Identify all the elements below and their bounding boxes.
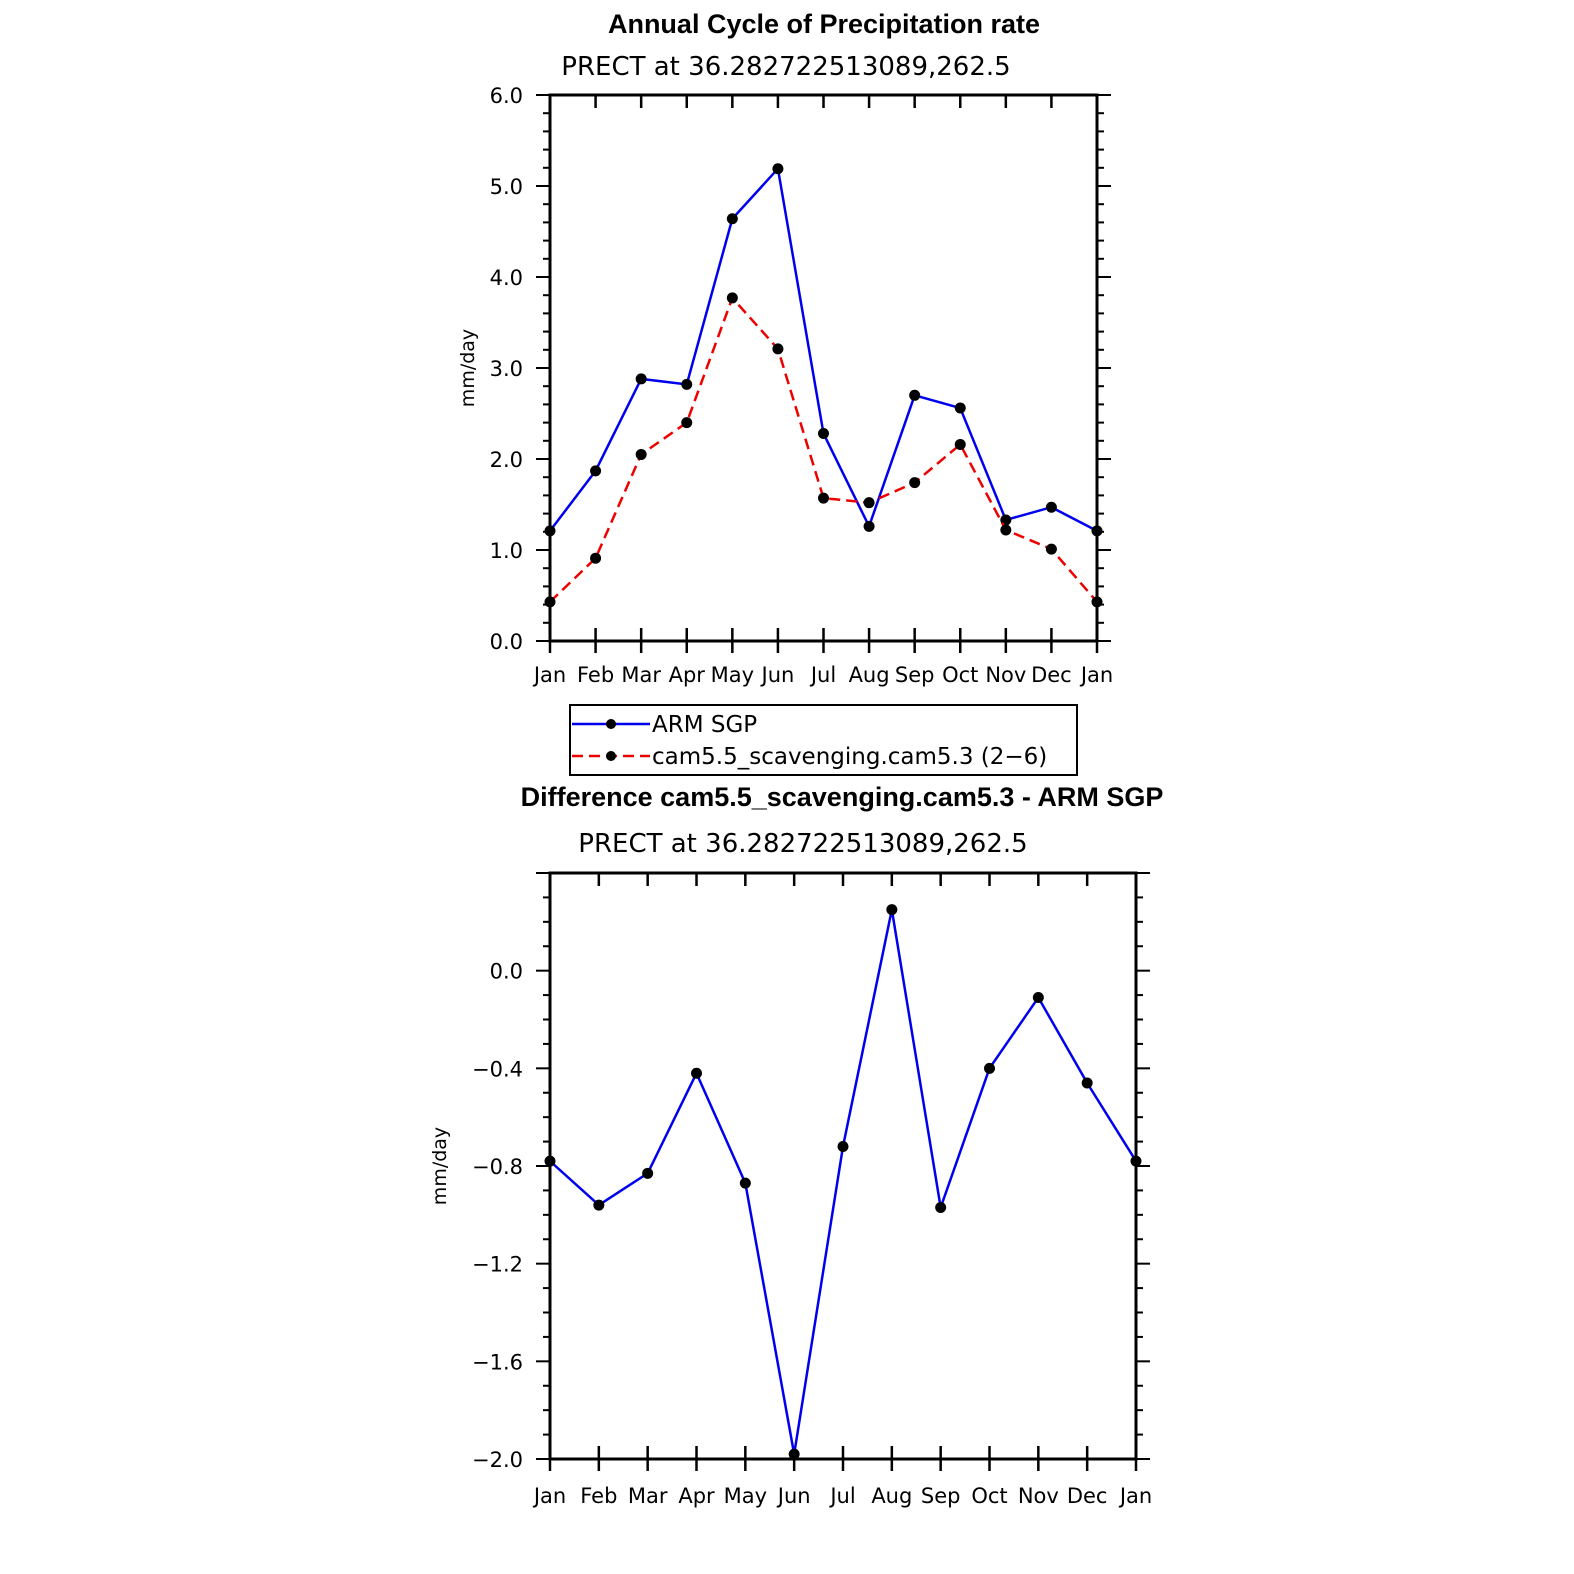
data-point-cam5-5-scavenging-cam5-3-2-6 — [1000, 524, 1011, 535]
data-point-difference — [593, 1200, 604, 1211]
x-tick-label: Jan — [533, 1484, 567, 1508]
data-point-difference — [984, 1063, 995, 1074]
x-tick-label: Dec — [1066, 1484, 1108, 1508]
data-point-difference — [691, 1068, 702, 1079]
legend-marker-cam5 — [606, 751, 616, 761]
tick-marks — [536, 95, 1111, 653]
x-tick-label: Dec — [1031, 663, 1072, 687]
x-tick-label: Jan — [1119, 1484, 1153, 1508]
tick-marks — [536, 873, 1150, 1471]
x-tick-label: Jun — [761, 663, 795, 687]
y-tick-label: −1.6 — [472, 1350, 523, 1375]
chart-title: Annual Cycle of Precipitation rate — [607, 9, 1041, 39]
data-point-arm-sgp — [590, 465, 601, 476]
data-point-cam5-5-scavenging-cam5-3-2-6 — [727, 292, 738, 303]
x-tick-label: Mar — [627, 1484, 668, 1508]
data-point-arm-sgp — [955, 403, 966, 414]
y-tick-label: −2.0 — [472, 1448, 523, 1472]
x-tick-label: Jun — [777, 1484, 811, 1508]
series-lines — [545, 904, 1142, 1459]
x-tick-label: Nov — [1017, 1484, 1059, 1508]
x-tick-label: Nov — [985, 663, 1027, 687]
series-line-difference — [550, 910, 1136, 1454]
annual-cycle-chart — [457, 9, 1113, 775]
difference-chart — [429, 782, 1163, 1508]
y-tick-label: 3.0 — [489, 357, 523, 381]
y-tick-label: −1.2 — [472, 1252, 523, 1277]
x-tick-label: Sep — [894, 663, 935, 687]
data-point-arm-sgp — [636, 373, 647, 384]
y-tick-label: 0.0 — [489, 630, 523, 654]
chart-title: Difference cam5.5_scavenging.cam5.3 - ARM SGP — [520, 782, 1164, 812]
x-tick-label: Jul — [810, 663, 837, 687]
y-tick-label: 2.0 — [489, 448, 523, 472]
data-point-arm-sgp — [681, 379, 692, 390]
data-point-cam5-5-scavenging-cam5-3-2-6 — [818, 493, 829, 504]
data-point-cam5-5-scavenging-cam5-3-2-6 — [590, 553, 601, 564]
x-tick-label: Aug — [848, 663, 890, 687]
legend-marker-arm-sgp — [606, 719, 616, 729]
data-point-difference — [935, 1202, 946, 1213]
legend-label-arm-sgp: ARM SGP — [652, 712, 758, 738]
series-line-cam5-5-scavenging-cam5-3-2-6 — [550, 298, 1097, 602]
data-point-difference — [1082, 1077, 1093, 1088]
chart-subtitle: PRECT at 36.282722513089,262.5 — [561, 52, 1011, 82]
x-tick-label: Jan — [533, 663, 567, 687]
chart-subtitle: PRECT at 36.282722513089,262.5 — [578, 829, 1028, 859]
x-tick-label: May — [723, 1484, 768, 1508]
y-tick-label: 6.0 — [489, 84, 523, 108]
data-point-difference — [1033, 992, 1044, 1003]
series-line-arm-sgp — [550, 169, 1097, 531]
x-tick-label: Jan — [1080, 663, 1114, 687]
data-point-arm-sgp — [772, 163, 783, 174]
data-point-difference — [886, 904, 897, 915]
legend — [570, 705, 1077, 775]
y-tick-label: 1.0 — [489, 539, 523, 563]
data-point-difference — [642, 1168, 653, 1179]
x-tick-label: May — [710, 663, 755, 687]
y-axis-label: mm/day — [429, 1126, 451, 1206]
plot-frame — [550, 873, 1136, 1459]
legend-label-cam5: cam5.5_scavenging.cam5.3 (2−6) — [652, 744, 1048, 770]
data-point-arm-sgp — [818, 428, 829, 439]
data-point-arm-sgp — [864, 521, 875, 532]
x-tick-label: Oct — [971, 1484, 1008, 1508]
y-tick-label: −0.8 — [472, 1155, 523, 1179]
series-lines — [545, 163, 1103, 607]
data-point-cam5-5-scavenging-cam5-3-2-6 — [772, 343, 783, 354]
y-tick-label: 4.0 — [489, 266, 523, 290]
data-point-cam5-5-scavenging-cam5-3-2-6 — [1046, 544, 1057, 555]
x-tick-label: Feb — [576, 663, 615, 687]
data-point-arm-sgp — [1046, 502, 1057, 513]
data-point-cam5-5-scavenging-cam5-3-2-6 — [909, 477, 920, 488]
data-point-cam5-5-scavenging-cam5-3-2-6 — [955, 439, 966, 450]
tick-labels — [490, 84, 1114, 687]
data-point-arm-sgp — [909, 390, 920, 401]
x-tick-label: Sep — [920, 1484, 961, 1508]
tick-labels — [472, 960, 1152, 1508]
x-tick-label: Oct — [942, 663, 979, 687]
data-point-arm-sgp — [727, 213, 738, 224]
data-point-difference — [838, 1141, 849, 1152]
data-point-cam5-5-scavenging-cam5-3-2-6 — [681, 417, 692, 428]
data-point-cam5-5-scavenging-cam5-3-2-6 — [864, 497, 875, 508]
data-point-cam5-5-scavenging-cam5-3-2-6 — [636, 449, 647, 460]
x-tick-label: Apr — [678, 1484, 715, 1508]
x-tick-label: Mar — [621, 663, 661, 687]
x-tick-label: Apr — [668, 663, 705, 687]
data-point-difference — [740, 1178, 751, 1189]
x-tick-label: Jul — [830, 1484, 856, 1508]
x-tick-label: Aug — [871, 1484, 913, 1508]
y-axis-label: mm/day — [457, 328, 479, 408]
y-tick-label: −0.4 — [472, 1057, 523, 1082]
y-tick-label: 0.0 — [489, 959, 523, 984]
plot-frame — [550, 95, 1097, 641]
x-tick-label: Feb — [580, 1484, 618, 1508]
y-tick-label: 5.0 — [489, 175, 523, 199]
